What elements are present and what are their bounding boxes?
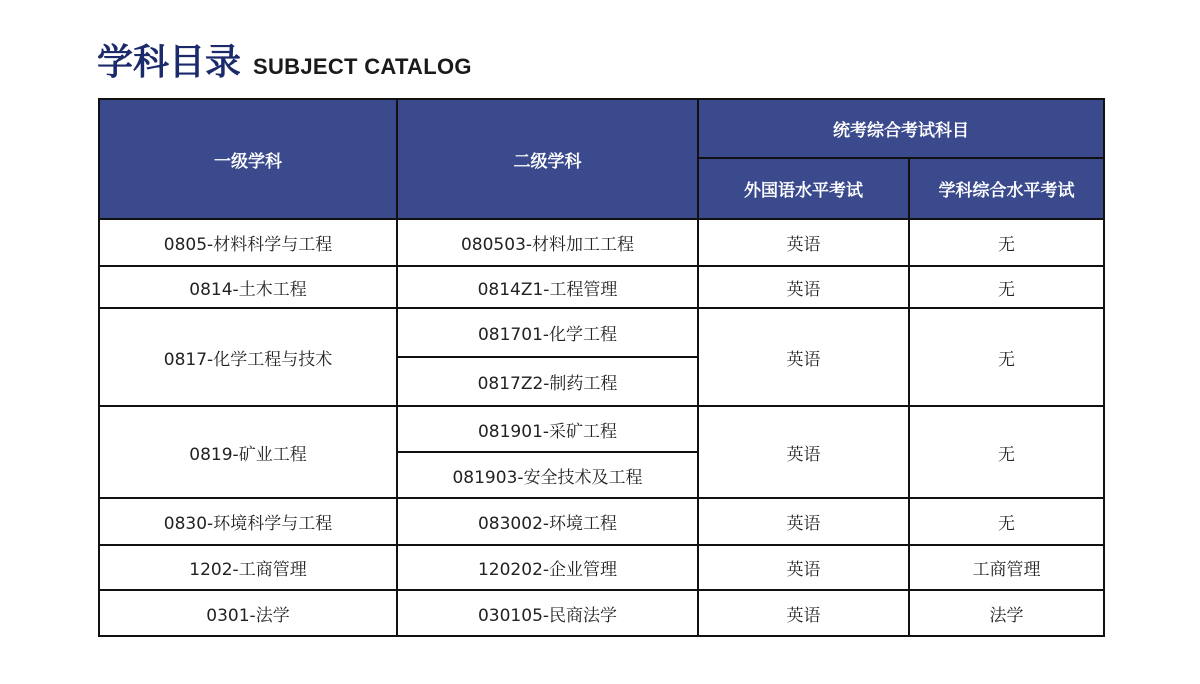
header-comprehensive-exam: 学科综合水平考试 [909, 158, 1104, 219]
title-english: SUBJECT CATALOG [253, 54, 472, 79]
table-row [99, 545, 1104, 590]
header-second-level-subject: 二级学科 [397, 99, 698, 219]
comprehensive-exam-cell: 工商管理 [909, 545, 1104, 590]
header-exam-subjects-group: 统考综合考试科目 [698, 99, 1104, 158]
comprehensive-exam-cell: 法学 [909, 590, 1104, 636]
table-row [99, 308, 1104, 357]
language-exam-cell: 英语 [698, 219, 909, 266]
title-chinese: 学科目录 [97, 42, 242, 83]
table-row [99, 266, 1104, 308]
table-header [99, 99, 1104, 219]
language-exam-cell: 英语 [698, 406, 909, 498]
header-first-level-subject: 一级学科 [99, 99, 397, 219]
second-level-cell: 081903-安全技术及工程 [397, 452, 698, 498]
second-level-cell: 0817Z2-制药工程 [397, 357, 698, 406]
table-row [99, 590, 1104, 636]
second-level-cell: 080503-材料加工工程 [397, 219, 698, 266]
second-level-cell: 081901-采矿工程 [397, 406, 698, 452]
first-level-cell: 0814-土木工程 [99, 266, 397, 308]
comprehensive-exam-cell: 无 [909, 266, 1104, 308]
comprehensive-exam-cell: 无 [909, 406, 1104, 498]
page-title [97, 34, 472, 85]
language-exam-cell: 英语 [698, 308, 909, 406]
second-level-cell: 083002-环境工程 [397, 498, 698, 545]
table-row [99, 498, 1104, 545]
first-level-cell: 0817-化学工程与技术 [99, 308, 397, 406]
first-level-cell: 1202-工商管理 [99, 545, 397, 590]
first-level-cell: 0819-矿业工程 [99, 406, 397, 498]
header-foreign-language-exam: 外国语水平考试 [698, 158, 909, 219]
table-row [99, 406, 1104, 452]
comprehensive-exam-cell: 无 [909, 219, 1104, 266]
comprehensive-exam-cell: 无 [909, 498, 1104, 545]
second-level-cell: 030105-民商法学 [397, 590, 698, 636]
first-level-cell: 0830-环境科学与工程 [99, 498, 397, 545]
language-exam-cell: 英语 [698, 498, 909, 545]
first-level-cell: 0805-材料科学与工程 [99, 219, 397, 266]
subject-catalog-table [98, 98, 1105, 637]
second-level-cell: 081701-化学工程 [397, 308, 698, 357]
table-row [99, 219, 1104, 266]
first-level-cell: 0301-法学 [99, 590, 397, 636]
language-exam-cell: 英语 [698, 545, 909, 590]
table-body [99, 219, 1104, 636]
language-exam-cell: 英语 [698, 590, 909, 636]
language-exam-cell: 英语 [698, 266, 909, 308]
comprehensive-exam-cell: 无 [909, 308, 1104, 406]
second-level-cell: 0814Z1-工程管理 [397, 266, 698, 308]
second-level-cell: 120202-企业管理 [397, 545, 698, 590]
